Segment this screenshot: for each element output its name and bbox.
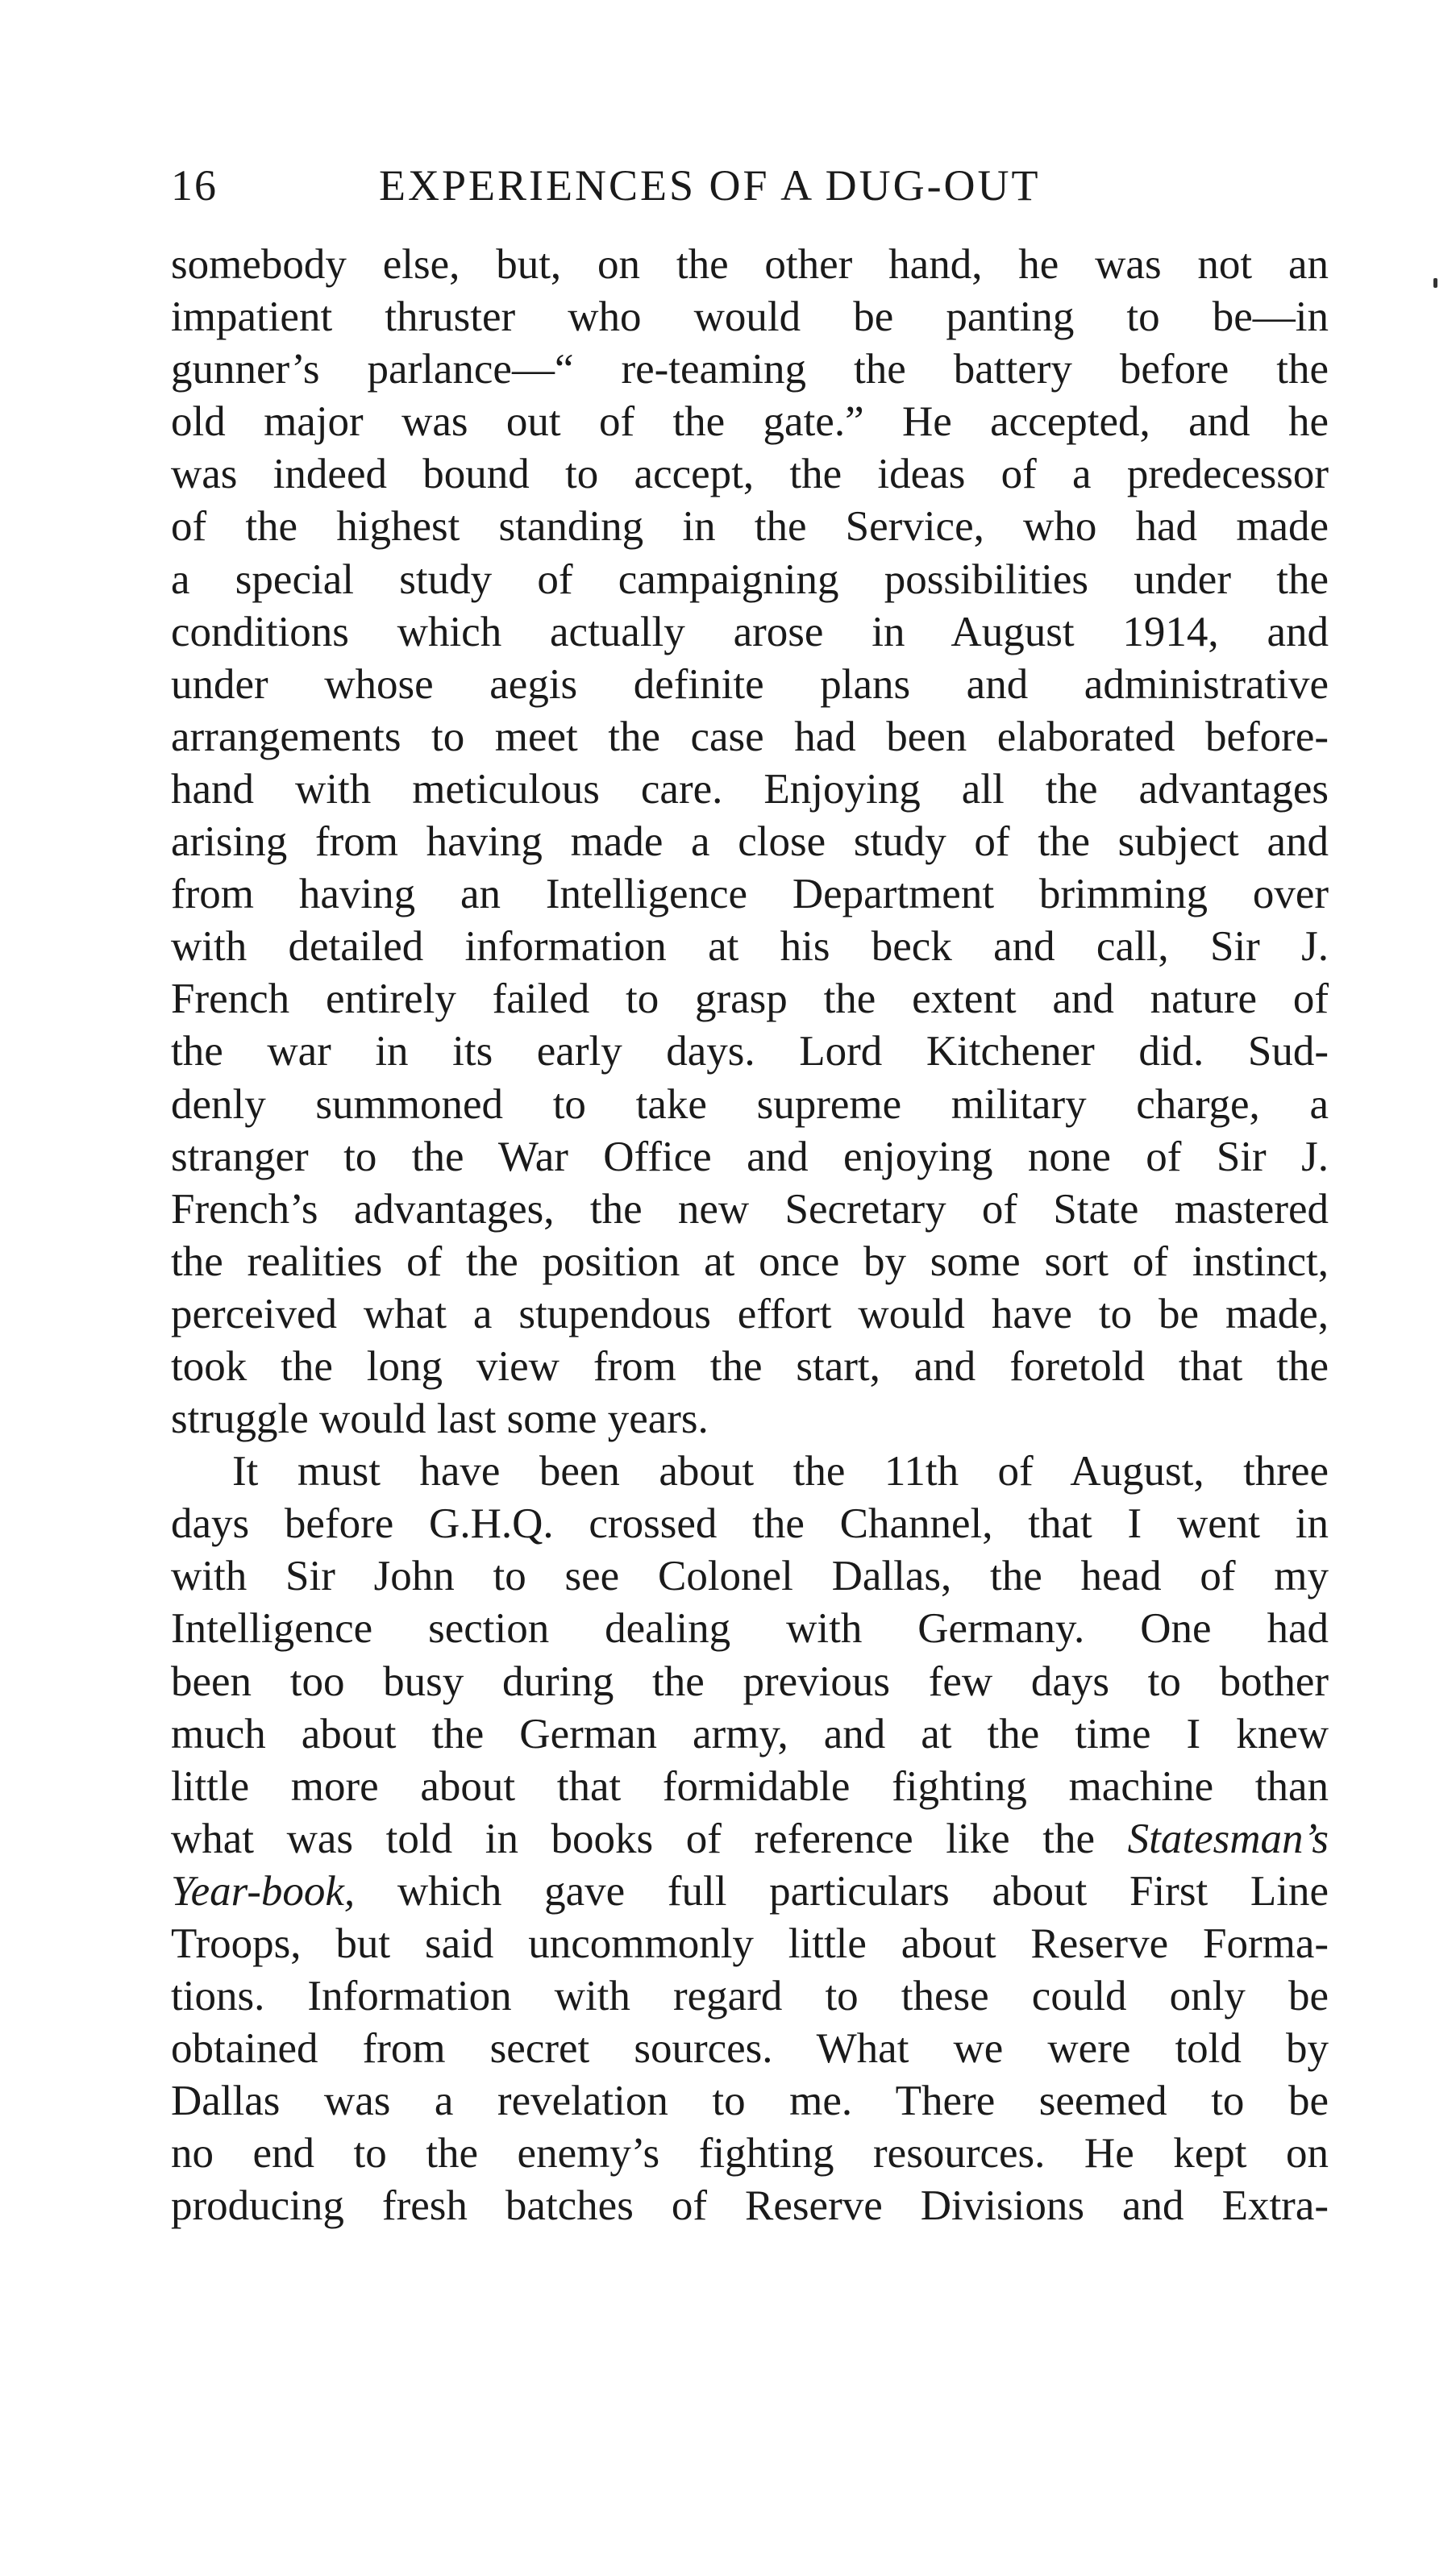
text-line: producing fresh batches of Reserve Divisions and Extra- [171, 2182, 1329, 2230]
italic-book-title: Year-book, [171, 1867, 356, 1915]
text-line: no end to the enemy’s fighting resources. He kept on [171, 2130, 1329, 2178]
text-line: took the long view from the start, and foretold that the [171, 1342, 1329, 1390]
running-head [171, 153, 1356, 218]
text-fragment: what was told in books of reference like the [171, 1815, 1096, 1862]
text-line: the realities of the position at once by some sort of instinct, [171, 1237, 1329, 1285]
text-line: from having an Intelligence Department brimming over [171, 871, 1329, 918]
page-number: 16 [171, 161, 218, 210]
text-line: arising from having made a close study of the subject and [171, 818, 1329, 866]
text-line: somebody else, but, on the other hand, he was not an [171, 241, 1329, 288]
text-line: obtained from secret sources. What we were told by [171, 2025, 1329, 2073]
paragraph-start-line: It must have been about the 11th of August, three [232, 1448, 1329, 1495]
text-line: much about the German army, and at the time I knew [171, 1710, 1329, 1757]
text-line: perceived what a stupendous effort would have to be made, [171, 1290, 1329, 1337]
text-line-with-title [171, 1866, 1329, 1918]
text-line: denly summoned to take supreme military charge, a [171, 1080, 1329, 1128]
text-line: arrangements to meet the case had been elaborated before- [171, 713, 1329, 760]
text-line: impatient thruster who would be panting to be—in [171, 293, 1329, 341]
text-line: stranger to the War Office and enjoying none of Sir J. [171, 1133, 1329, 1180]
text-line: French’s advantages, the new Secretary of State mastered [171, 1185, 1329, 1233]
text-line: of the highest standing in the Service, who had made [171, 503, 1329, 551]
text-line: days before G.H.Q. crossed the Channel, that I went in [171, 1500, 1329, 1548]
text-fragment: which gave full particulars about First Line [397, 1867, 1329, 1915]
text-line: hand with meticulous care. Enjoying all the advantages [171, 765, 1329, 813]
text-line: the war in its early days. Lord Kitchener did. Sud- [171, 1028, 1329, 1075]
text-line: old major was out of the gate.” He accepted, and he [171, 398, 1329, 446]
text-line: with Sir John to see Colonel Dallas, the head of my [171, 1553, 1329, 1600]
text-line: conditions which actually arose in August 1914, and [171, 608, 1329, 655]
italic-book-title: Statesman’s [1127, 1815, 1329, 1862]
paragraph-end-line: struggle would last some years. [171, 1396, 709, 1443]
text-line: with detailed information at his beck and call, Sir J. [171, 923, 1329, 971]
text-line: gunner’s parlance—“ re-teaming the battery before the [171, 346, 1329, 393]
text-line: was indeed bound to accept, the ideas of a predecessor [171, 451, 1329, 498]
text-line: Dallas was a revelation to me. There seemed to be [171, 2078, 1329, 2125]
text-line: under whose aegis definite plans and administrative [171, 660, 1329, 708]
text-line: been too busy during the previous few days to bother [171, 1658, 1329, 1705]
text-line: tions. Information with regard to these could only be [171, 1973, 1329, 2020]
text-line: Troops, but said uncommonly little about Reserve Forma- [171, 1920, 1329, 1967]
text-line: a special study of campaigning possibilities under the [171, 555, 1329, 603]
body-text [171, 239, 1329, 2233]
running-title: EXPERIENCES OF A DUG-OUT [379, 161, 1041, 210]
text-line: little more about that formidable fighting machine than [171, 1762, 1329, 1810]
text-line-with-title [171, 1813, 1329, 1866]
ink-speck [1433, 278, 1437, 288]
text-line: French entirely failed to grasp the extent and nature of [171, 975, 1329, 1023]
text-line: Intelligence section dealing with Germany. One had [171, 1605, 1329, 1653]
